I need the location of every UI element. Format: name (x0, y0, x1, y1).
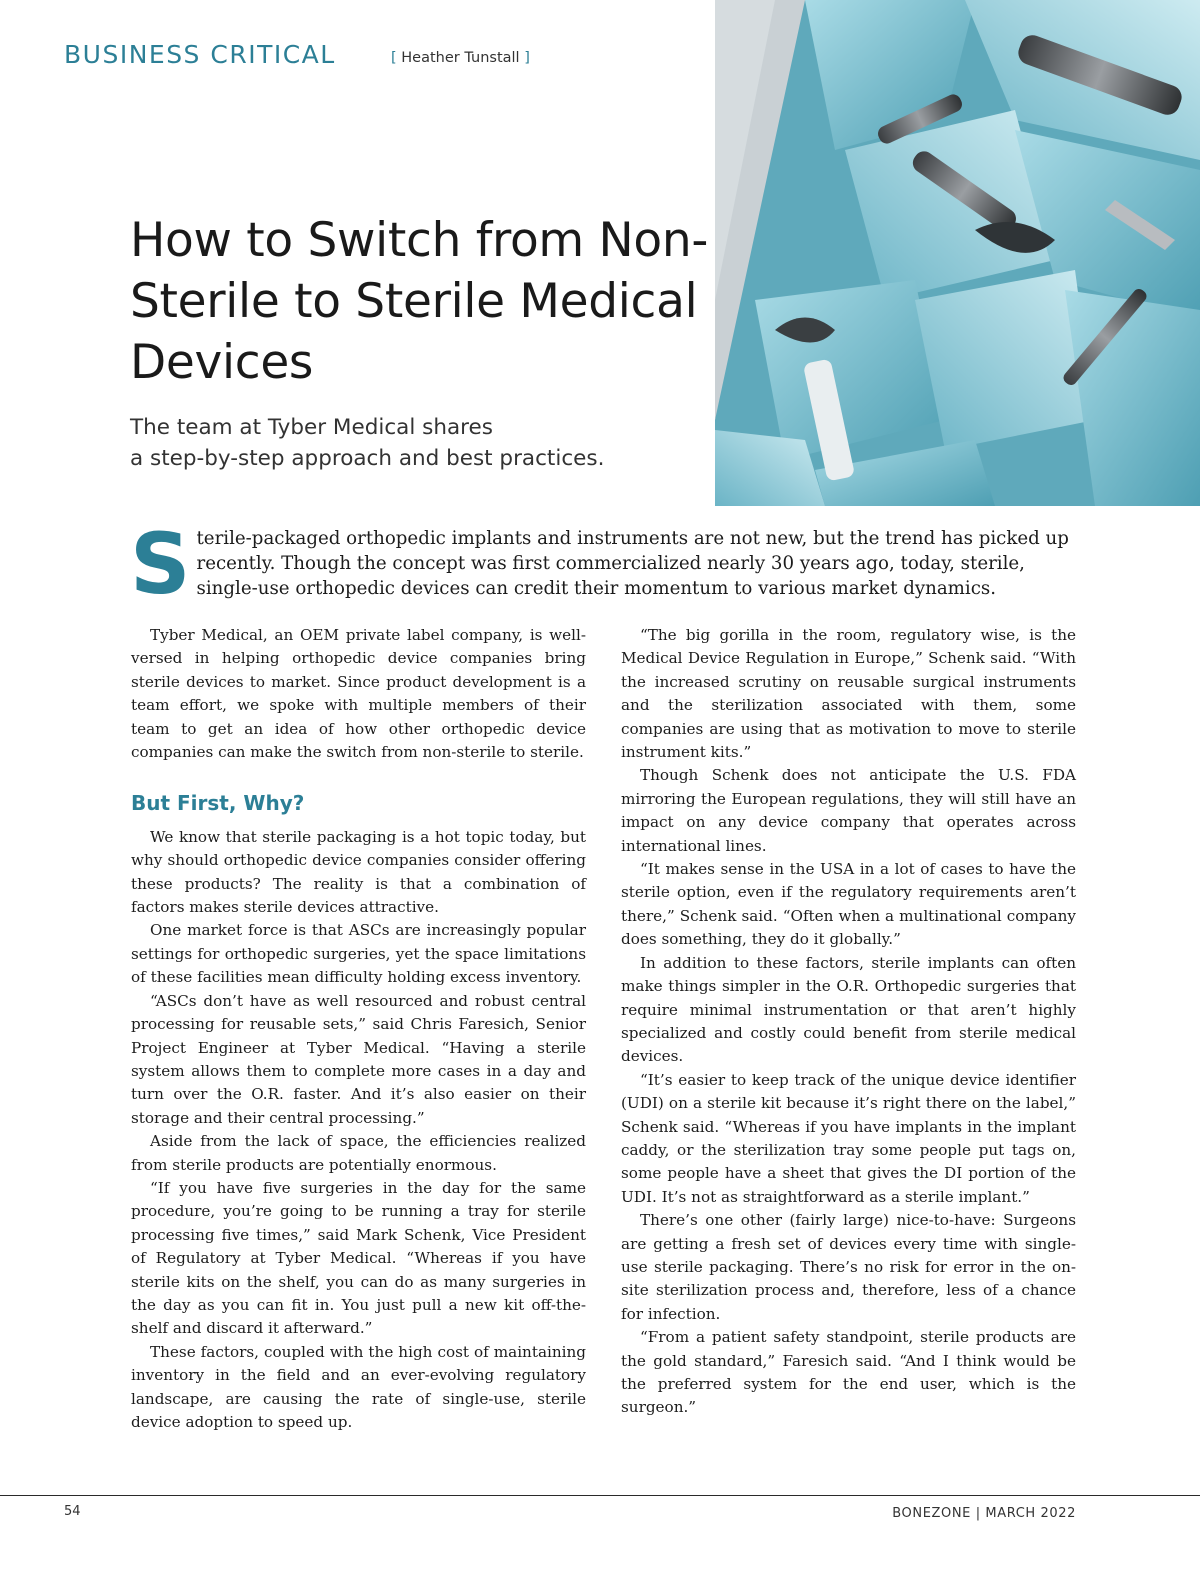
hero-photo-illustration (715, 0, 1200, 506)
body-paragraph: We know that sterile packaging is a hot topic today, but why should orthopedic device companies consider offering these products? The reality is that a combination of factors makes sterile devices attractive. (131, 827, 586, 917)
body-paragraph: “ASCs don’t have as well resourced and robust central processing for reusable sets,” said Chris Faresich, Senior Project Engineer at Tyber Medical. “Having a sterile system allows them to complete more cases in a day and turn over the O.R. faster. And it’s also easier on their storage and their central processing.” (131, 991, 586, 1127)
footer-rule (0, 1495, 1200, 1496)
article-deck (130, 412, 690, 474)
left-column (131, 624, 586, 1434)
body-paragraph: “It’s easier to keep track of the unique device identifier (UDI) on a sterile kit because it’s right there on the label,” Schenk said. “Whereas if you have implants in the implant caddy, or the sterilization tray some people put tags on, some people have a sheet that gives the DI portion of the UDI. It’s not as straightforward as a sterile implant.” (621, 1070, 1076, 1206)
page-number: 54 (64, 1504, 81, 1519)
lede-paragraph (130, 515, 1077, 613)
right-column (621, 624, 1076, 1420)
body-paragraph: “From a patient safety standpoint, sterile products are the gold standard,” Faresich said. “And I think would be the preferred system for the end user, which is the surgeon.” (621, 1328, 1076, 1417)
body-paragraph: Aside from the lack of space, the efficiencies realized from sterile products are potentially enormous. (131, 1132, 586, 1174)
body-paragraph: There’s one other (fairly large) nice-to-have: Surgeons are getting a fresh set of devices every time with single-use sterile packaging. There’s no risk for error in the on-site sterilization process and, therefore, less of a chance for infection. (621, 1211, 1076, 1323)
author-name: Heather Tunstall (401, 50, 520, 66)
body-paragraph: “If you have five surgeries in the day for the same procedure, you’re going to be running a tray for sterile processing five times,” said Mark Schenk, Vice President of Regulatory at Tyber Medical. “Whereas if you have sterile kits on the shelf, you can do as many surgeries in the day as you can fit in. You just pull a new kit off-the-shelf and discard it afterward.” (131, 1178, 586, 1338)
byline-bracket-open: [ (391, 50, 397, 66)
body-paragraph: These factors, coupled with the high cost of maintaining inventory in the field and an ever-evolving regulatory landscape, are causing the rate of single-use, sterile device adoption to speed up. (131, 1342, 586, 1431)
body-paragraph: In addition to these factors, sterile implants can often make things simpler in the O.R. Orthopedic surgeries that require minimal instrumentation or that aren’t highly specialized and costly could benefit from sterile medical devices. (621, 953, 1076, 1066)
lede-text: terile-packaged orthopedic implants and instruments are not new, but the trend has picked up recently. Though the concept was first commercialized nearly 30 years ago, today, sterile, single-use orthopedic devices can credit their momentum to various market dynamics. (196, 528, 1069, 599)
byline (391, 50, 530, 66)
section-kicker: BUSINESS CRITICAL (64, 40, 336, 69)
hero-photo-sterile-packages (715, 0, 1200, 506)
publication-footer: BONEZONE | MARCH 2022 (892, 1506, 1076, 1521)
body-paragraph: “The big gorilla in the room, regulatory wise, is the Medical Device Regulation in Europe,” Schenk said. “With the increased scrutiny on reusable surgical instruments and the sterilization associated with them, some companies are using that as motivation to move to sterile instrument kits.” (621, 626, 1076, 762)
body-paragraph: “It makes sense in the USA in a lot of cases to have the sterile option, even if the regulatory requirements aren’t there,” Schenk said. “Often when a multinational company does something, they do it globally.” (621, 860, 1076, 949)
byline-bracket-close: ] (524, 50, 530, 66)
deck-line-1: The team at Tyber Medical shares (130, 415, 493, 440)
subhead-but-first-why: But First, Why? (131, 791, 305, 816)
body-paragraph: One market force is that ASCs are increasingly popular settings for orthopedic surgeries, yet the space limitations of these facilities mean difficulty holding excess inventory. (131, 921, 586, 987)
body-paragraph: Though Schenk does not anticipate the U.S. FDA mirroring the European regulations, they will still have an impact on any device company that operates across international lines. (621, 766, 1076, 855)
drop-cap: S (130, 515, 191, 613)
article-title: How to Switch from Non-Sterile to Sterile Medical Devices (130, 213, 709, 390)
deck-line-2: a step-by-step approach and best practices. (130, 446, 605, 471)
intro-paragraph: Tyber Medical, an OEM private label company, is well-versed in helping orthopedic device companies bring sterile devices to market. Since product development is a team effort, we spoke with multiple members of their team to get an idea of how other orthopedic device companies can make the switch from non-sterile to sterile. (131, 626, 586, 762)
